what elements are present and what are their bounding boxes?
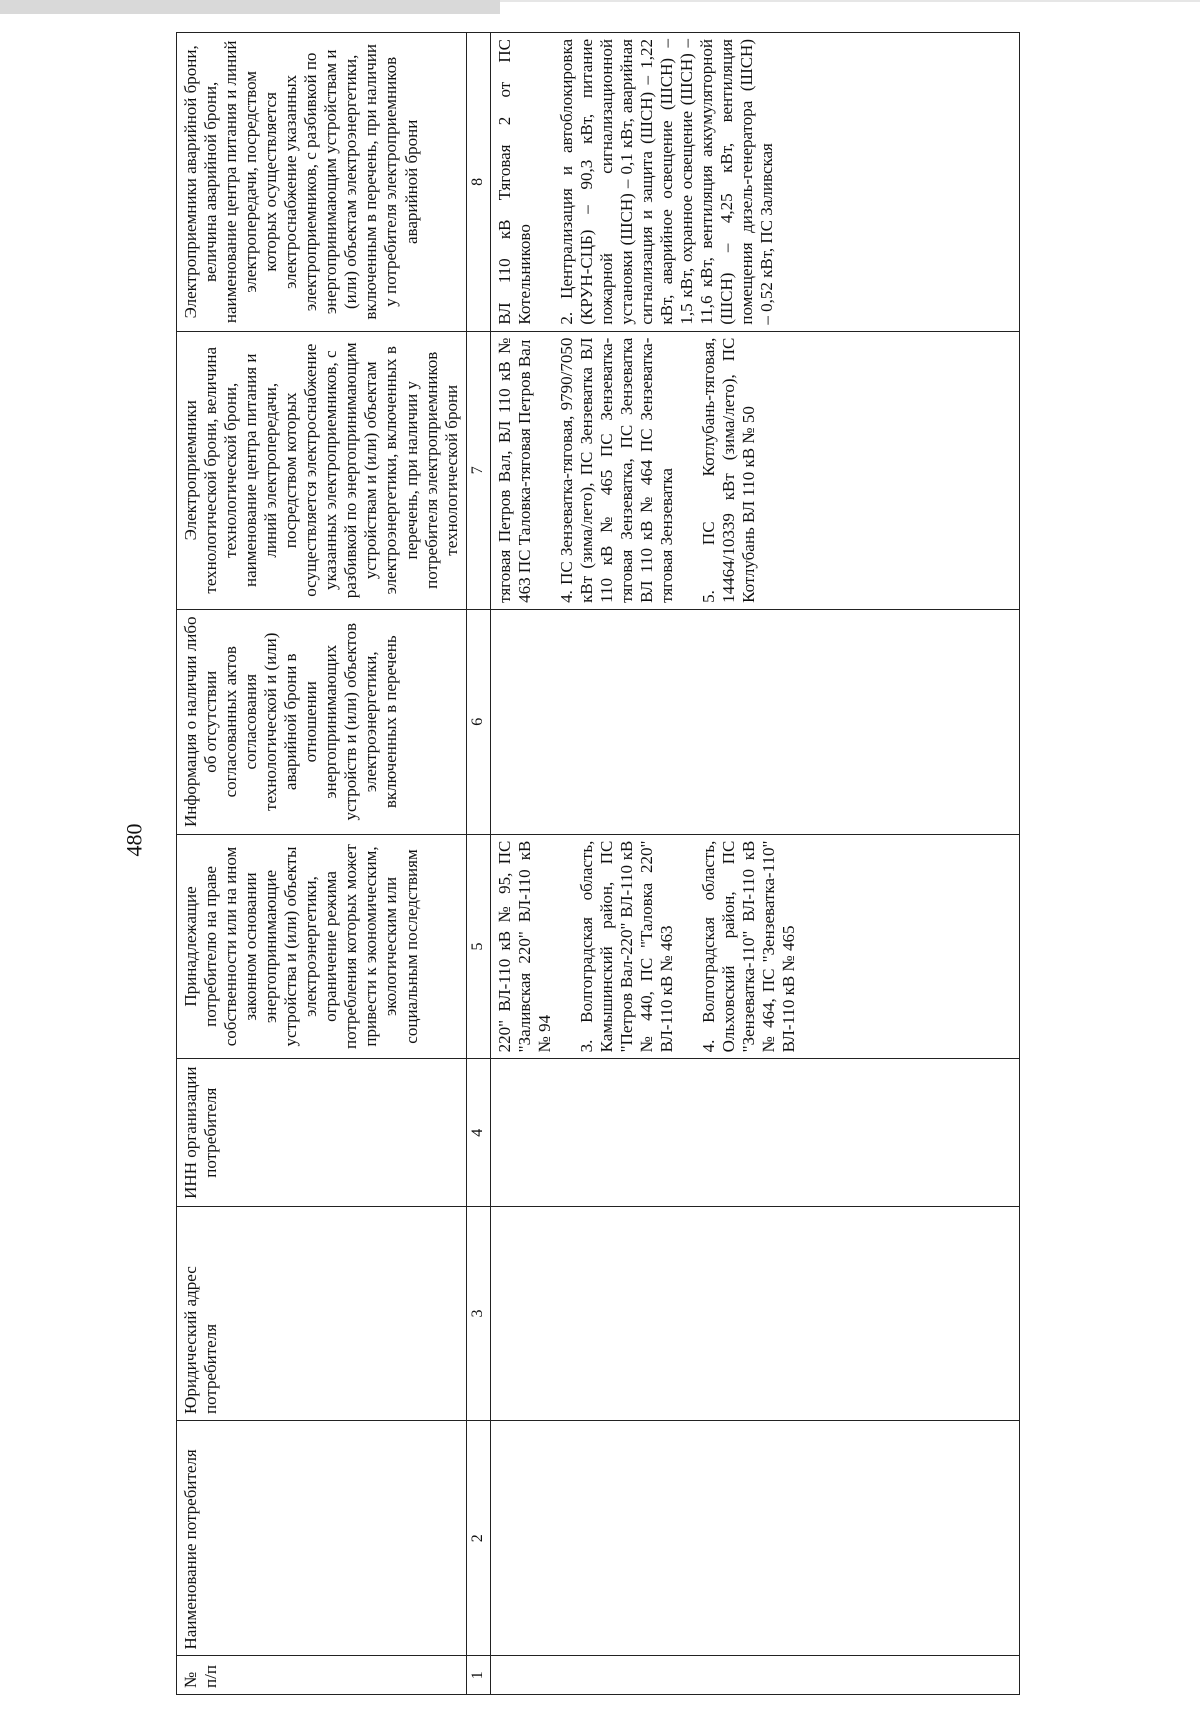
column-number: 3 <box>466 1207 490 1421</box>
emergency-reserve-paragraph: 2. Централизация и автоблокировка (КРУН-СЦБ) – 90,3 кВт, питание пожарной сигнализационной установки (ШСН) – 0,1 кВт, аварийная сигнализация и защита (ШСН) – 1,22 кВт, аварийное освещение (ШСН) – 1,5 кВт, охранное освещение (ШСН) – 11,6 кВт, вентиляция аккумуляторной (ШСН) – 4,25 кВт, вентиляция помещения дизель-генератора (ШСН) – 0,52 кВт, ПС Заливская <box>556 39 777 325</box>
scan-edge <box>0 0 500 14</box>
cell-devices <box>490 834 1019 1059</box>
devices-paragraph: 220" ВЛ-110 кВ № 95, ПС "Заливская 220" ВЛ-110 кВ № 94 <box>494 840 554 1053</box>
header-cell-emergency-reserve: Электроприемники аварийной брони, величина аварийной брони, наименование центра питания и линий электропередачи, посредством которых осуществляется электроснабжение указанных электроприемников, с разбивкой по энергопринимающим устройствам и (или) объектам электроэнергетики, включенным в перечень, при наличии у потребителя электроприемников аварийной брони <box>177 33 467 332</box>
cell-inn <box>490 1059 1019 1207</box>
header-cell-devices: Принадлежащие потребителю на праве собственности или на ином законном основании энергопринимающие устройства и (или) объекты электроэнергетики, ограничение режима потребления которых может привести к экономическим, экологическим или социальным последствиям <box>177 834 467 1059</box>
column-number: 2 <box>466 1421 490 1656</box>
tech-reserve-paragraph: 4. ПС Зензеватка-тяговая, 9790/7050 кВт (зима/лето), ПС Зензеватка ВЛ 110 кВ № 465 ПС Зензеватка-тяговая Зензеватка, ПС Зензеватка ВЛ 110 кВ № 464 ПС Зензеватка-тяговая Зензеватка <box>556 337 676 603</box>
devices-paragraph: 4. Волгоградская область, Ольховский район, ПС "Зензеватка-110" ВЛ-110 кВ № 464, ПС "Зензеватка-110" ВЛ-110 кВ № 465 <box>698 840 799 1053</box>
rotated-table-page <box>176 32 1200 1695</box>
consumer-table <box>176 32 1020 1695</box>
cell-consumer-name <box>490 1421 1019 1656</box>
cell-legal-address <box>490 1207 1019 1421</box>
column-number: 1 <box>466 1656 490 1695</box>
tech-reserve-paragraph: 5. ПС Котлубань-тяговая, 14464/10339 кВт (зима/лето), ПС Котлубань ВЛ 110 кВ № 50 <box>698 337 758 603</box>
tech-reserve-paragraph: тяговая Петров Вал, ВЛ 110 кВ № 463 ПС Таловка-тяговая Петров Вал <box>494 337 534 603</box>
header-cell-number: № п/п <box>177 1656 467 1695</box>
column-number-row <box>466 33 490 1695</box>
header-row <box>177 33 467 1695</box>
cell-emergency-reserve <box>490 33 1019 332</box>
column-number: 7 <box>466 331 490 609</box>
page-number: 480 <box>121 823 147 857</box>
column-number: 8 <box>466 33 490 332</box>
scan-edge-line <box>500 0 1200 2</box>
devices-paragraph: 3. Волгоградская область, Камышинский район, ПС "Петров Вал-220" ВЛ-110 кВ № 440, ПС "Таловка 220" ВЛ-110 кВ № 463 <box>576 840 676 1053</box>
column-number: 4 <box>466 1059 490 1207</box>
cell-tech-reserve <box>490 331 1019 609</box>
header-cell-legal-address: Юридический адрес потребителя <box>177 1207 467 1421</box>
header-cell-tech-reserve: Электроприемники технологической брони, величина технологической брони, наименование центра питания и линий электропередачи, посредством которых осуществляется электроснабжение указанных электроприемников, с разбивкой по энергопринимающим устройствам и (или) объектам электроэнергетики, включенных в перечень, при наличии у потребителя электроприемников технологической брони <box>177 331 467 609</box>
cell-agreement-info <box>490 609 1019 834</box>
header-cell-inn: ИНН организации потребителя <box>177 1059 467 1207</box>
table-row <box>490 33 1019 1695</box>
column-number: 5 <box>466 834 490 1059</box>
emergency-reserve-paragraph: ВЛ 110 кВ Тяговая 2 от ПС Котельниково <box>494 39 534 325</box>
column-number: 6 <box>466 609 490 834</box>
header-cell-consumer-name: Наименование потребителя <box>177 1421 467 1656</box>
cell-number <box>490 1656 1019 1695</box>
header-cell-agreement-info: Информация о наличии либо об отсутствии согласованных актов согласования технологической и (или) аварийной брони в отношении энергопринимающих устройств и (или) объектов электроэнергетики, включенных в перечень <box>177 609 467 834</box>
